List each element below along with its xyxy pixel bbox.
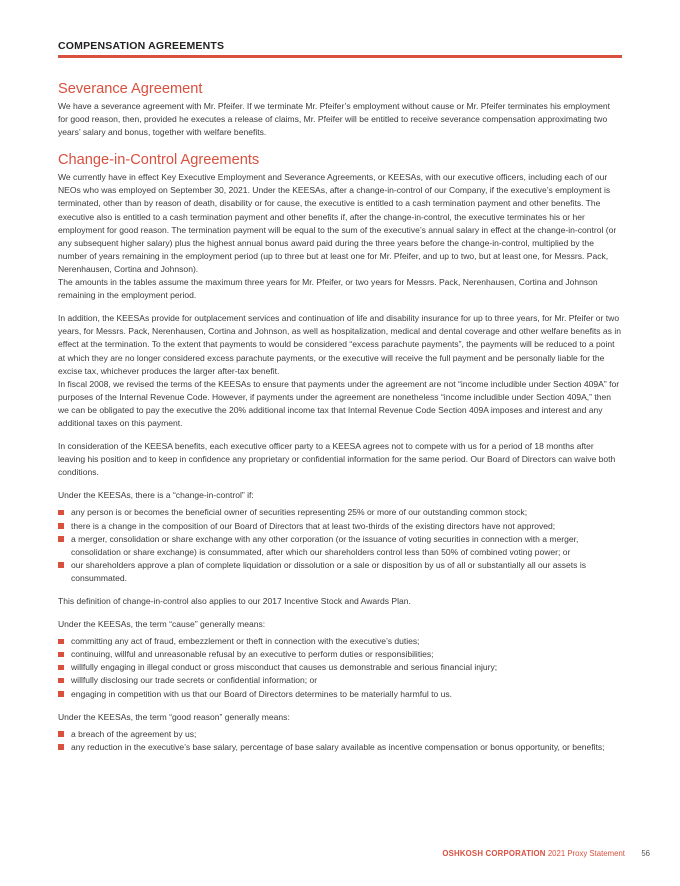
bullet-square-icon <box>58 731 64 737</box>
list-item: committing any act of fraud, embezzlement or theft in connection with the executive’s duties; <box>58 635 622 648</box>
cic-paragraph-2: In addition, the KEESAs provide for outplacement services and continuation of life and disability insurance for up to three years, for Mr. Pfeifer or two years, for Messrs. Pack, Nerenhausen, Cortina and Johnson, as well as hospitalization, medical and dental coverage and other welfare benefits as in effect at the termination. To the extent that payments to would be considered “excess parachute payments”, the payments will be reduced to a point at which they are no longer considered excess parachute payments, or the executive will receive the full payment and be personally liable for the excise tax, whichever produces the larger after-tax benefit. <box>58 313 621 376</box>
bullet-square-icon <box>58 678 64 684</box>
list-item: willfully disclosing our trade secrets or confidential information; or <box>58 674 622 687</box>
cic-paragraph-3: In consideration of the KEESA benefits, each executive officer party to a KEESA agrees not to compete with us for a period of 18 months after leaving his position and to keep in confidence any proprietary or confidential information for the same period. Our Board of Directors can waive both conditions. <box>58 441 616 478</box>
list-item: continuing, willful and unreasonable refusal by an executive to perform duties or responsibilities; <box>58 648 622 661</box>
cause-list <box>58 635 622 700</box>
cic-definition-list <box>58 506 622 585</box>
good-reason-intro: Under the KEESAs, the term “good reason” generally means: <box>58 711 290 722</box>
cic-paragraph-1b: The amounts in the tables assume the maximum three years for Mr. Pfeifer, or two years for Messrs. Pack, Nerenhausen, Cortina and Johnson remaining in the employment period. <box>58 277 598 301</box>
footer-company: OSHKOSH CORPORATION <box>442 849 546 858</box>
list-item: a breach of the agreement by us; <box>58 728 622 741</box>
bullet-square-icon <box>58 536 64 542</box>
bullet-square-icon <box>58 523 64 529</box>
good-reason-list <box>58 728 622 754</box>
bullet-square-icon <box>58 665 64 671</box>
list-item: any reduction in the executive’s base salary, percentage of base salary available as incentive compensation or bonus opportunity, or benefits; <box>58 741 622 754</box>
page-footer <box>442 849 650 858</box>
cic-paragraph-1: We currently have in effect Key Executive Employment and Severance Agreements, or KEESAs, with our executive officers, including each of our NEOs who was employed on September 30, 2021. Under the KEESAs, after a change-in-control of our Company, if the executive’s employment is terminated, other than by reason of death, disability or for cause, the executive is entitled to a cash termination payment and other benefits. The executive also is entitled to a cash termination payment and other benefits if, after the change-in-control, the executive terminates his or her employment for good reason. The termination payment will be equal to the sum of the executive’s annual salary in effect at the change-in-control (or any subsequent higher salary) plus the highest annual bonus award paid during the three years before the change-in-control, multiplied by the number of years remaining in the employment period (up to three but at least one for Mr. Pfeifer, and up to two, but at least one, for Messrs. Pack, Nerenhausen, Cortina and Johnson). <box>58 172 617 274</box>
bullet-square-icon <box>58 744 64 750</box>
severance-paragraph: We have a severance agreement with Mr. Pfeifer. If we terminate Mr. Pfeifer’s employment without cause or Mr. Pfeifer terminates his employment for good reason, then, provided he executes a release of claims, Mr. Pfeifer will be entitled to receive severance compensation approximating two years’ salary and bonus, together with welfare benefits. <box>58 101 610 138</box>
bullet-square-icon <box>58 639 64 645</box>
bullet-square-icon <box>58 691 64 697</box>
list-item: a merger, consolidation or share exchange with any other corporation (or the issuance of voting securities in connection with a merger, consolidation or share exchange) is consummated, after which our shareholders control less than 50% of combined voting power; or <box>58 533 622 559</box>
plan-note: This definition of change-in-control also applies to our 2017 Incentive Stock and Awards Plan. <box>58 596 411 606</box>
change-in-control-heading: Change-in-Control Agreements <box>58 152 260 169</box>
severance-heading: Severance Agreement <box>58 81 203 97</box>
bullet-square-icon <box>58 652 64 658</box>
cic-definition-intro: Under the KEESAs, there is a “change-in-control” if: <box>58 490 254 501</box>
footer-document-title: 2021 Proxy Statement <box>547 849 625 858</box>
cause-intro: Under the KEESAs, the term “cause” generally means: <box>58 619 266 630</box>
list-item: there is a change in the composition of our Board of Directors that at least two-thirds of the existing directors have not approved; <box>58 520 622 533</box>
main-content <box>58 80 622 764</box>
list-item: engaging in competition with us that our Board of Directors determines to be materially harmful to us. <box>58 688 622 701</box>
cic-paragraph-2b: In fiscal 2008, we revised the terms of the KEESAs to ensure that payments under the agreement are not “income includible under Section 409A” for purposes of the Internal Revenue Code. However, if payments under the agreement are nonetheless “income includible under Section 409A,” then we can be obligated to pay the executive the 20% additional income tax that Internal Revenue Code Section 409A imposes and interest and any additional taxes on this payment. <box>58 378 620 428</box>
bullet-square-icon <box>58 562 64 568</box>
section-label: COMPENSATION AGREEMENTS <box>58 40 225 52</box>
bullet-square-icon <box>58 510 64 516</box>
list-item: our shareholders approve a plan of complete liquidation or dissolution or a sale or disposition by us of all or substantially all our assets is consummated. <box>58 559 622 585</box>
list-item: any person is or becomes the beneficial owner of securities representing 25% or more of our outstanding common stock; <box>58 506 622 519</box>
list-item: willfully engaging in illegal conduct or gross misconduct that causes us demonstrable and serious financial injury; <box>58 661 622 674</box>
page-number: 56 <box>641 849 650 858</box>
header-rule <box>58 55 622 58</box>
